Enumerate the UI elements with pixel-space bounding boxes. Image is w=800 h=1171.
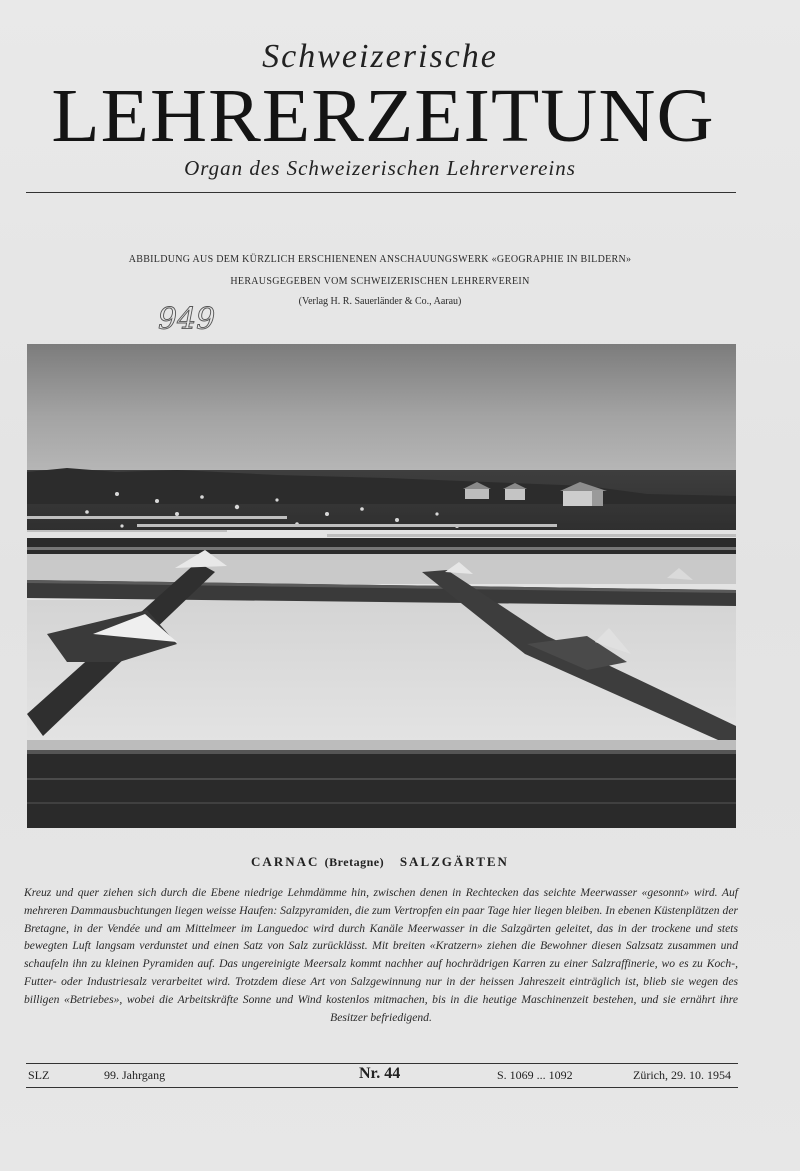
caption-line-1: ABBILDUNG AUS DEM KÜRZLICH ERSCHIENENEN ANSCHAUUNGSWERK «GEOGRAPHIE IN BILDERN» [128, 254, 632, 265]
footer-issue: Nr. 44 [359, 1065, 401, 1082]
salt-gardens-photo [27, 344, 736, 828]
handwritten-number [152, 297, 232, 341]
masthead-rule [26, 192, 736, 193]
photo-title-subject: SALZGÄRTEN [399, 854, 509, 869]
footer-rule-top [26, 1063, 738, 1064]
photo-title-place: CARNAC [251, 854, 320, 869]
footer-rule-bottom [26, 1087, 738, 1088]
footer-pages: S. 1069 ... 1092 [497, 1068, 573, 1082]
footer-place-date: Zürich, 29. 10. 1954 [633, 1068, 731, 1082]
masthead-kicker: Schweizerische [262, 38, 498, 75]
article-text: Kreuz und quer ziehen sich durch die Ebene niedrige Lehmdämme hin, zwischen denen in Rechtecken das seichte Meerwasser «gesonnt» wird. Auf mehreren Dammausbuchtungen liegen weisse Haufen: Salzpyramiden, die zum Vertropfen ein paar Tage hier liegen bleiben. In ebenen Küstenplätzen der Bretagne, in der Vendée und am Mittelmeer im Languedoc wird durch Kanäle Meerwasser in die Salzgärten geleitet, das in der trockene und stets bewegten Luft langsam verdunstet und einen Satz von Salz zurücklässt. Mit breiten «Kratzern» ziehen die Bewohner diesen Salzsatz zusammen und schaufeln ihn zu kleinen Pyramiden auf. Das ungereinigte Meersalz kommt nachher auf hochrädrigen Karren zu einer Salzraffinerie, wo es zu Koch-, Futter- oder Industriesalz verarbeitet wird. Trotzdem diese Art von Salzgewinnung nur in der heissen Jahreszeit einträglich ist, blieb sie wegen des billigen «Betriebes», wobei die Arbeitskräfte Sonne und Wind kostenlos mitmachen, bis in die heutige Maschinenzeit bestehen, und sie ernährt ihre Besitzer befriedigend. [24, 886, 738, 1024]
caption-line-3: (Verlag H. R. Sauerländer & Co., Aarau) [298, 296, 462, 307]
photo-title-region: (Bretagne) [324, 855, 385, 869]
footer-abbrev: SLZ [28, 1068, 50, 1082]
photo-title [0, 854, 760, 870]
masthead-organ: Organ des Schweizerischen Lehrervereins [184, 156, 576, 180]
masthead-title: LEHRERZEITUNG [51, 74, 715, 158]
footer-volume: 99. Jahrgang [104, 1068, 166, 1082]
caption-line-2: HERAUSGEGEBEN VOM SCHWEIZERISCHEN LEHRERVEREIN [230, 276, 530, 287]
handwritten-number-text: 949 [158, 302, 216, 337]
